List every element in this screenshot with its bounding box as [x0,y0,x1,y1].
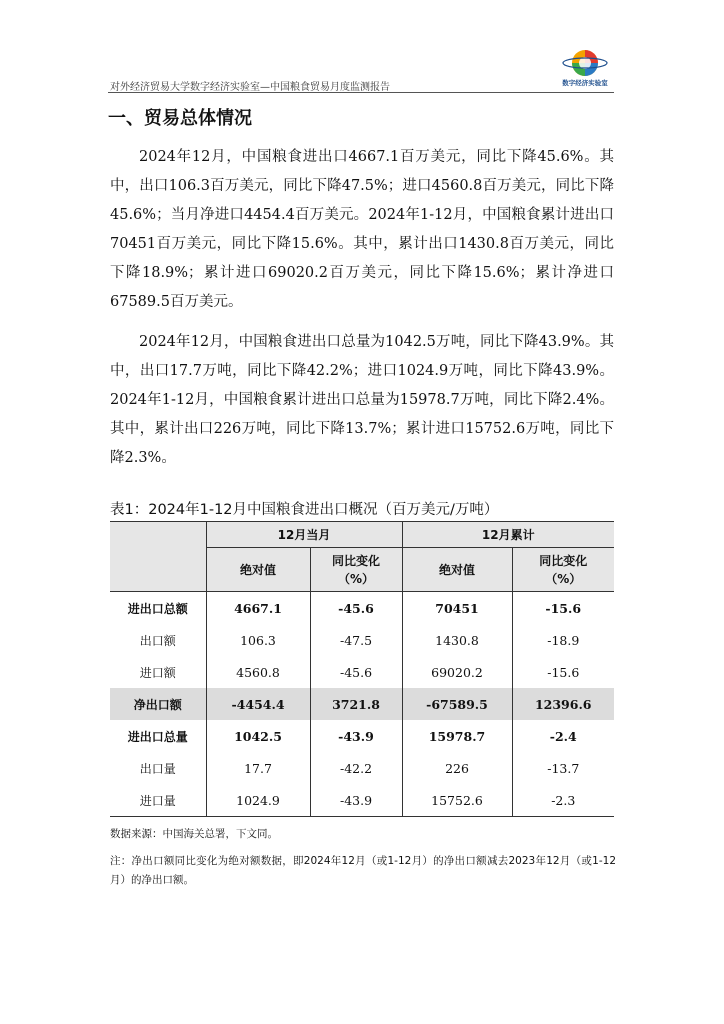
header-cum-yoy [512,548,614,592]
cell-month-abs: 106.3 [206,624,310,656]
data-source: 数据来源：中国海关总署，下文同。 [110,828,278,840]
cell-month-yoy: -45.6 [310,592,402,625]
header-month: 12月当月 [206,522,402,548]
yoy-line1: 同比变化 [331,553,380,568]
cell-month-abs: 4560.8 [206,656,310,688]
row-label: 出口额 [110,624,206,656]
cell-cum-abs: 1430.8 [402,624,512,656]
cell-month-abs: -4454.4 [206,688,310,720]
paragraph-trade-volume: 2024年12月，中国粮食进出口总量为1042.5万吨，同比下降43.9%。其中，出口17.7万吨，同比下降42.2%；进口1024.9万吨，同比下降43.9%。2024年1-12月，中国粮食累计进出口总量为15978.7万吨，同比下降2.4%。其中，累计出口226万吨，同比下降13.7%；累计进口15752.6万吨，同比下降2.3%。 [110,334,614,466]
grain-trade-table [110,521,614,817]
cell-cum-yoy: -18.9 [547,632,580,648]
cell-month-abs: 1024.9 [206,784,310,817]
cell-cum-abs: 226 [402,752,512,784]
table-row [110,592,614,625]
paragraph-trade-value: 2024年12月，中国粮食进出口4667.1百万美元，同比下降45.6%。其中，出口106.3百万美元，同比下降47.5%；进口4560.8百万美元，同比下降45.6%；当月净进口4454.4百万美元。2024年1-12月，中国粮食累计进出口70451百万美元，同比下降15.6%。其中，累计出口1430.8百万美元，同比下降18.9%；累计进口69020.2百万美元，同比下降15.6%；累计净进口67589.5百万美元。 [110,149,614,310]
header-month-yoy [310,548,402,592]
header-cumulative: 12月累计 [402,522,614,548]
cell-cum-yoy: -15.6 [545,600,582,616]
row-label: 进口量 [110,784,206,817]
cell-cum-yoy: 12396.6 [512,688,614,720]
header-month-abs: 绝对值 [206,548,310,592]
cell-cum-abs: 69020.2 [402,656,512,688]
cell-month-yoy: 3721.8 [310,688,402,720]
cell-month-yoy: -43.9 [310,720,402,752]
table-sub-header-row [110,548,614,592]
cell-cum-yoy: -2.4 [549,728,577,744]
cell-month-yoy: -45.6 [310,656,402,688]
yoy-line2: （%） [337,571,375,586]
globe-logo-icon [555,48,615,80]
section-title: 一、贸易总体情况 [108,108,252,129]
cell-cum-abs: -67589.5 [402,688,512,720]
cell-month-yoy: -42.2 [310,752,402,784]
yoy-line2: （%） [545,571,582,586]
table-note: 注：净出口额同比变化为绝对额数据，即2024年12月（或1-12月）的净出口额减去2023年12月（或1-12月）的净出口额。 [110,855,616,886]
row-label: 进出口总量 [110,720,206,752]
table-corner-cell-lower [110,548,206,592]
cell-month-yoy: -43.9 [310,784,402,817]
table-row [110,656,614,688]
table-group-header-row [110,522,614,548]
logo-text: 数字经济实验室 [562,79,608,87]
table-row [110,688,614,720]
row-label: 出口量 [110,752,206,784]
table-row [110,784,614,817]
cell-cum-yoy: -15.6 [547,664,580,680]
row-label: 进出口总额 [110,592,206,625]
lab-logo [555,48,615,90]
cell-cum-yoy: -13.7 [547,760,580,776]
table-corner-cell [110,522,206,548]
table-row [110,624,614,656]
row-label: 净出口额 [110,688,206,720]
table-row [110,752,614,784]
table-row [110,720,614,752]
cell-month-abs: 4667.1 [206,592,310,625]
cell-month-yoy: -47.5 [310,624,402,656]
cell-cum-yoy: -2.3 [512,784,614,817]
cell-month-abs: 17.7 [206,752,310,784]
cell-cum-abs: 15978.7 [402,720,512,752]
report-header [108,76,614,92]
header-text: 对外经济贸易大学数字经济实验室—中国粮食贸易月度监测报告 [110,82,390,93]
table-caption: 表1：2024年1-12月中国粮食进出口概况（百万美元/万吨） [110,502,499,518]
row-label: 进口额 [110,656,206,688]
header-cum-abs: 绝对值 [402,548,512,592]
cell-month-abs: 1042.5 [206,720,310,752]
cell-cum-abs: 15752.6 [402,784,512,817]
yoy-line1: 同比变化 [539,553,588,568]
header-divider [108,92,614,93]
cell-cum-abs: 70451 [402,592,512,625]
